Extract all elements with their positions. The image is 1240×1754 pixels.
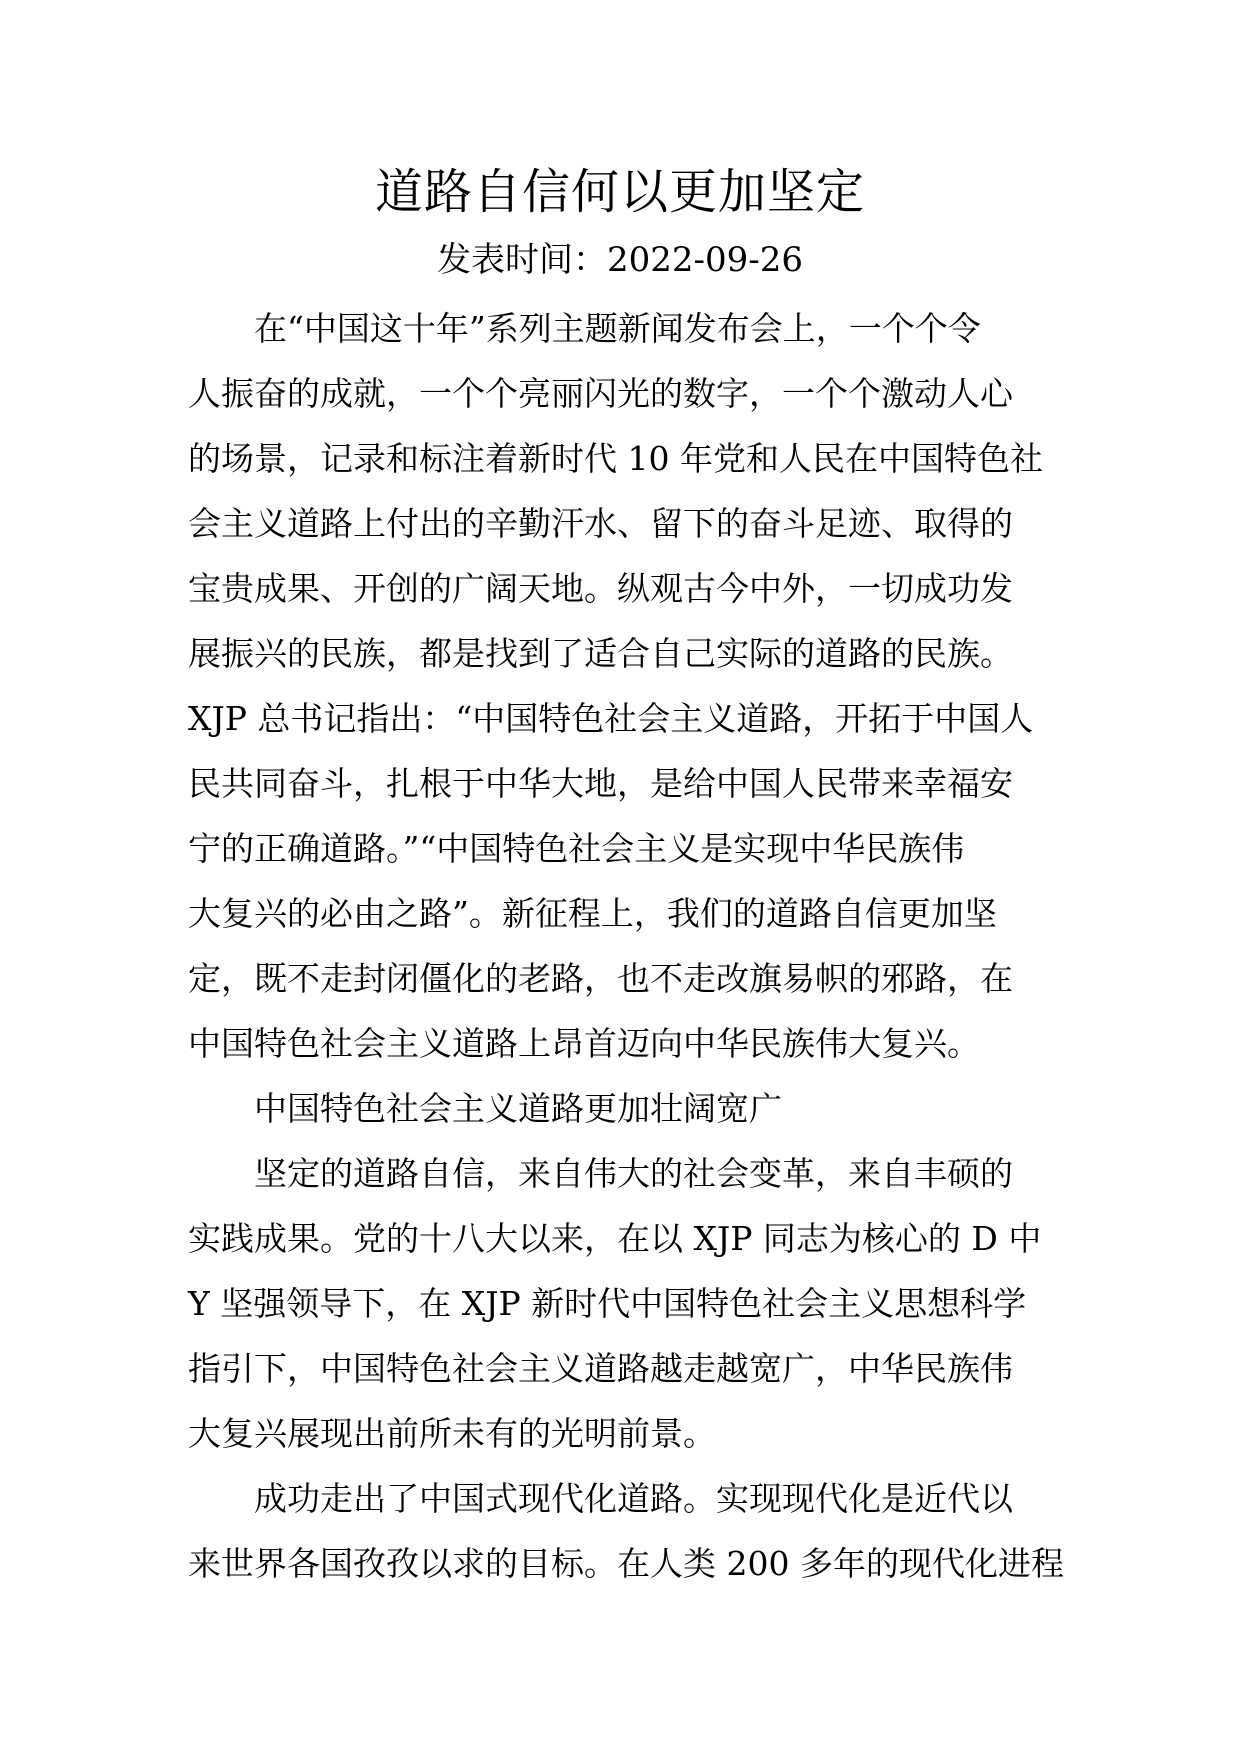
paragraph-line: 宝贵成果、开创的广阔天地。纵观古今中外，一切成功发 [188, 569, 1013, 608]
paragraph-line: 展振兴的民族，都是找到了适合自己实际的道路的民族。 [188, 634, 1013, 673]
paragraph-line: 的场景，记录和标注着新时代 10 年党和人民在中国特色社 [188, 439, 1043, 478]
paragraph-line: 民共同奋斗，扎根于中华大地，是给中国人民带来幸福安 [188, 764, 1013, 803]
section-heading: 中国特色社会主义道路更加壮阔宽广 [254, 1089, 782, 1128]
paragraph-line: Y 坚强领导下，在 XJP 新时代中国特色社会主义思想科学 [188, 1284, 1027, 1323]
paragraph-line: 在“中国这十年”系列主题新闻发布会上，一个个令 [254, 309, 981, 348]
paragraph-line: 来世界各国孜孜以求的目标。在人类 200 多年的现代化进程 [188, 1544, 1064, 1583]
paragraph-line: XJP 总书记指出：“中国特色社会主义道路，开拓于中国人 [188, 699, 1034, 738]
paragraph-line: 大复兴的必由之路”。新征程上，我们的道路自信更加坚 [188, 894, 997, 933]
paragraph-line: 成功走出了中国式现代化道路。实现现代化是近代以 [254, 1479, 1013, 1518]
publish-date: 发表时间：2022-09-26 [436, 240, 804, 280]
paragraph-line: 会主义道路上付出的辛勤汗水、留下的奋斗足迹、取得的 [188, 504, 1013, 543]
paragraph-line: 定，既不走封闭僵化的老路，也不走改旗易帜的邪路，在 [188, 959, 1013, 998]
paragraph-line: 大复兴展现出前所未有的光明前景。 [188, 1414, 716, 1453]
paragraph-line: 坚定的道路自信，来自伟大的社会变革，来自丰硕的 [254, 1154, 1013, 1193]
paragraph-line: 人振奋的成就，一个个亮丽闪光的数字，一个个激动人心 [188, 374, 1013, 413]
paragraph-line: 实践成果。党的十八大以来，在以 XJP 同志为核心的 D 中 [188, 1219, 1042, 1258]
paragraph-line: 指引下，中国特色社会主义道路越走越宽广，中华民族伟 [188, 1349, 1013, 1388]
paragraph-line: 中国特色社会主义道路上昂首迈向中华民族伟大复兴。 [188, 1024, 980, 1063]
paragraph-line: 宁的正确道路。”“中国特色社会主义是实现中华民族伟 [188, 829, 965, 868]
document-title: 道路自信何以更加坚定 [374, 164, 865, 220]
article-body [188, 296, 1068, 1596]
